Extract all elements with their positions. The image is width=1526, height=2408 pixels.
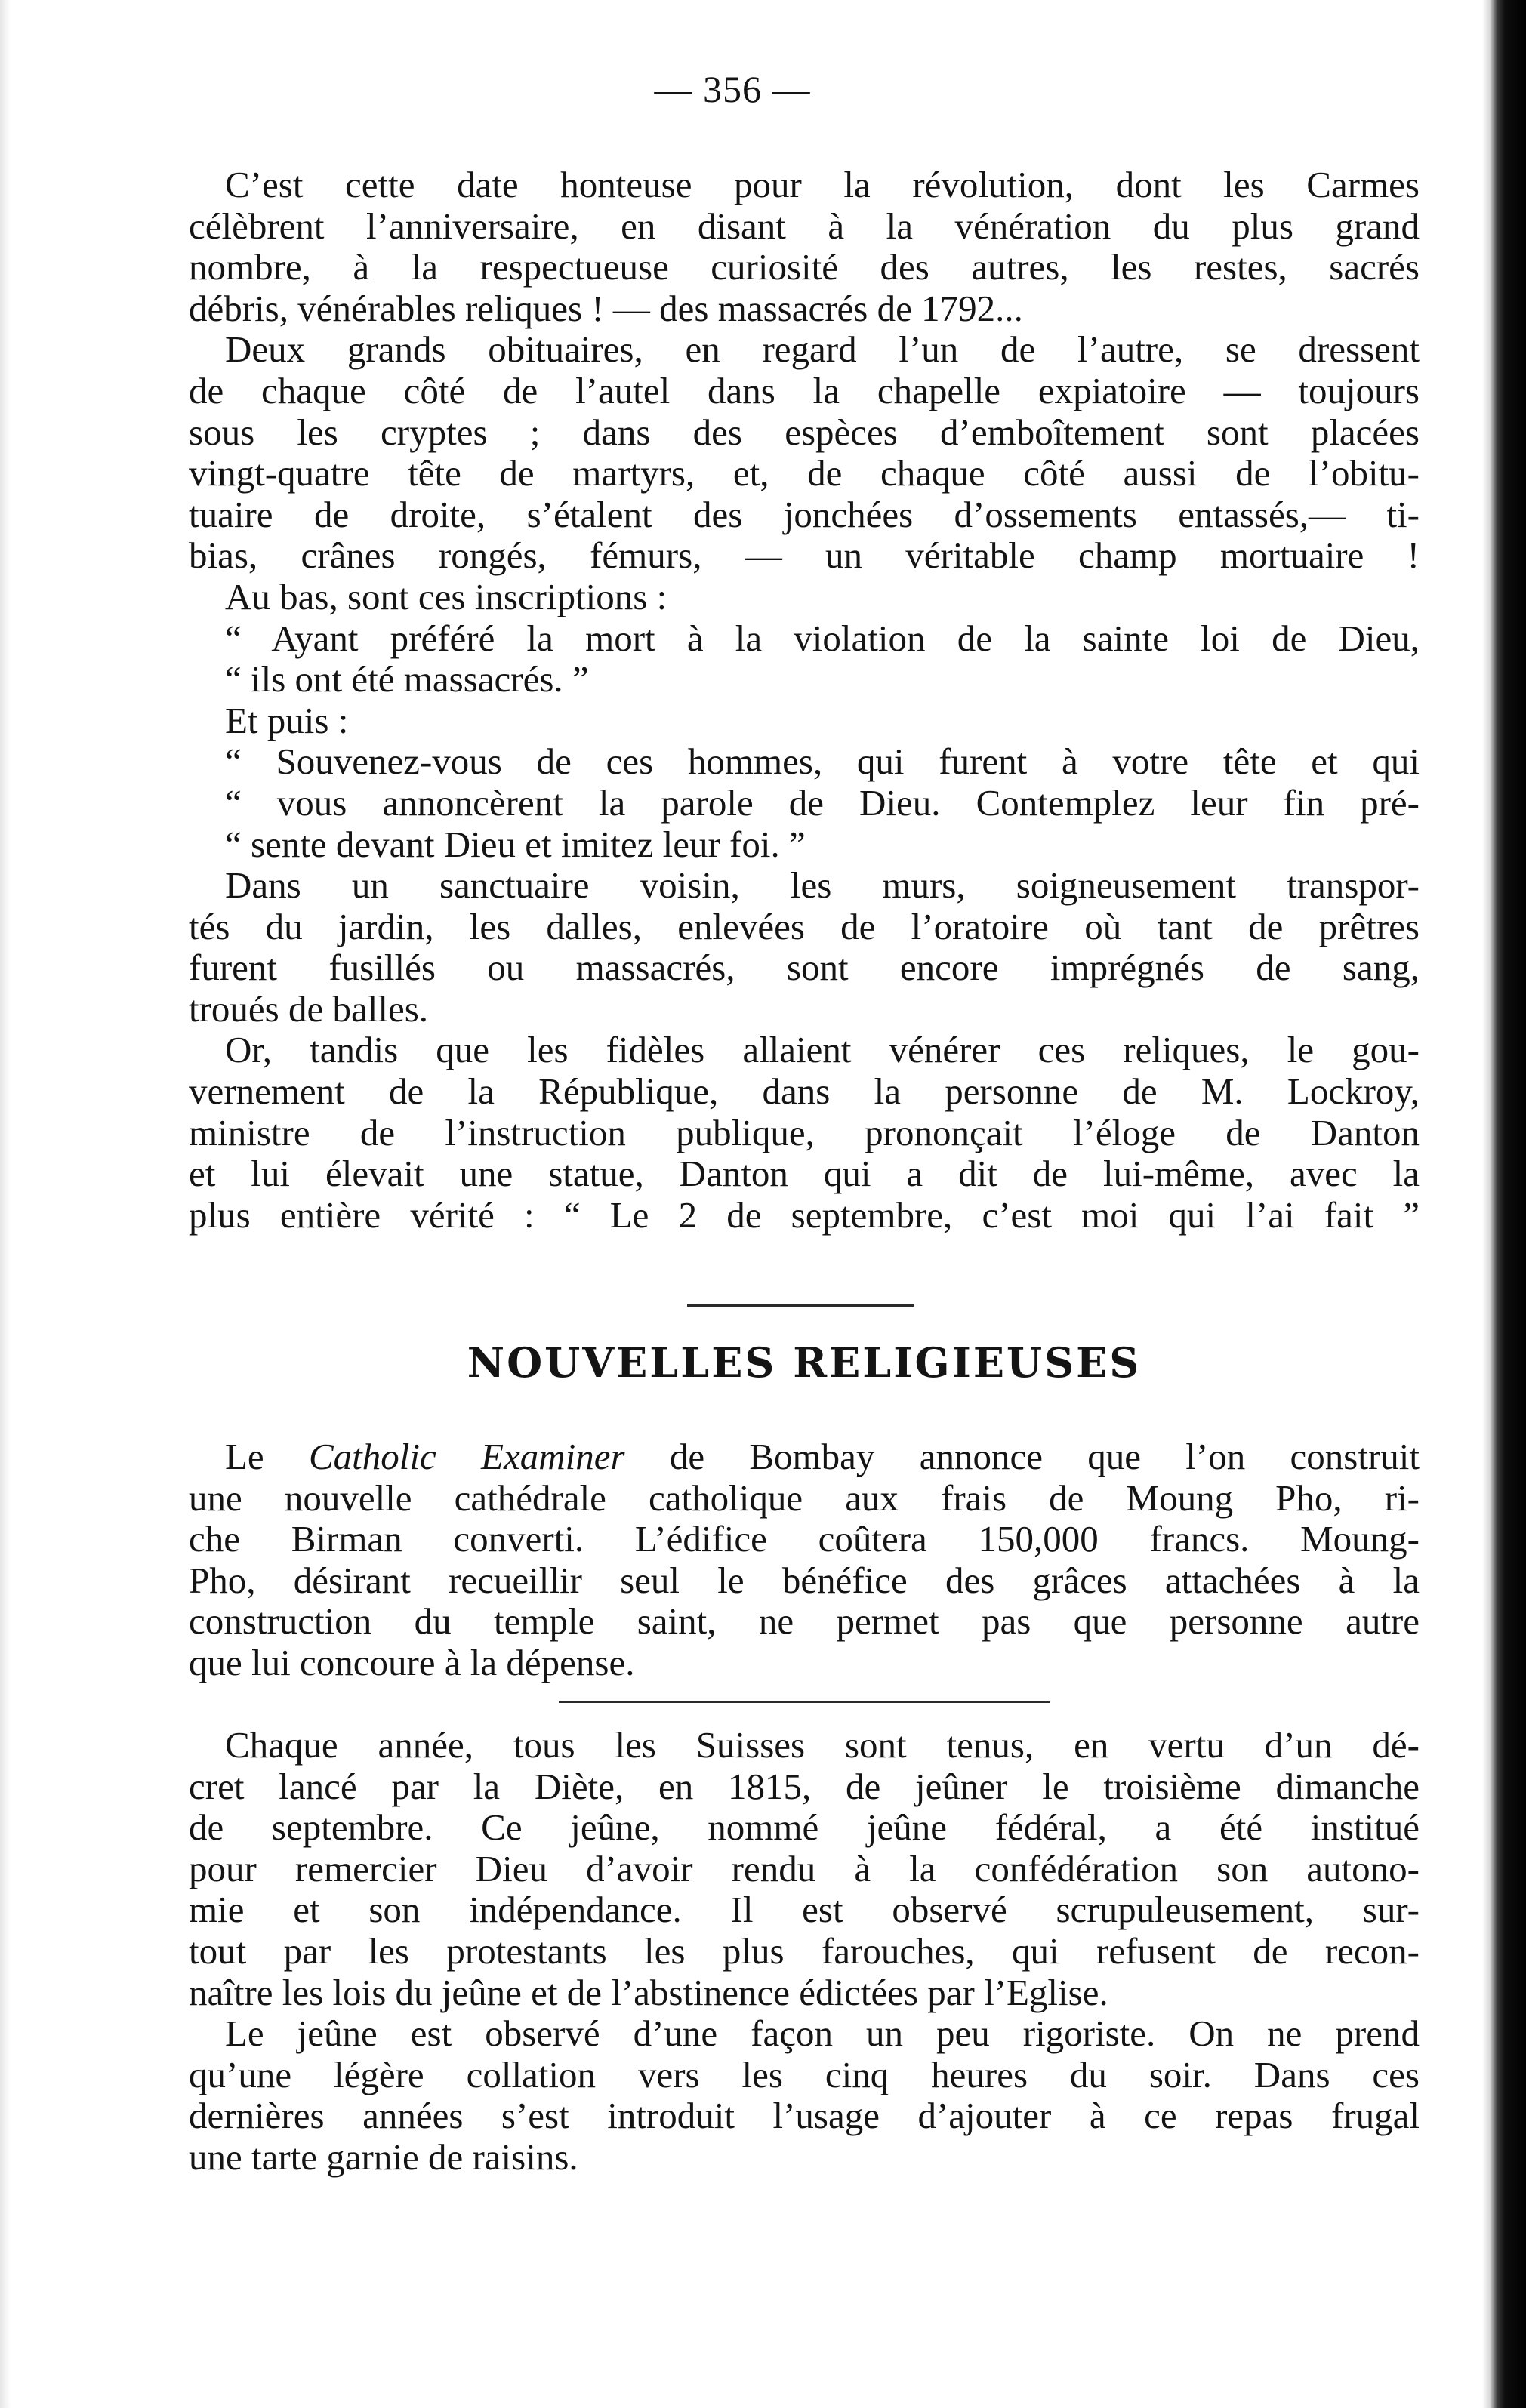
section-heading: NOUVELLES RELIGIEUSES [467,1338,1142,1387]
text-line: Le jeûne est observé d’une façon un peu rigoriste. On ne prend [225,2013,1420,2055]
text-line: plus entière vérité : “ Le 2 de septembre, c’est moi qui l’ai fait ” [189,1194,1420,1236]
text-line: naître les lois du jeûne et de l’abstinence édictées par l’Eglise. [189,1972,1108,2013]
inscription-line: “ Souvenez-vous de ces hommes, qui furent à votre tête et qui [225,741,1420,783]
text-line: nombre, à la respectueuse curiosité des autres, les restes, sacrés [189,247,1420,288]
text-line: de chaque côté de l’autel dans la chapelle expiatoire — toujours [189,370,1420,411]
text-line: pour remercier Dieu d’avoir rendu à la confédération son autono- [189,1848,1420,1889]
text-line: furent fusillés ou massacrés, sont encore imprégnés de sang, [189,947,1420,989]
text-line: Et puis : [225,700,349,741]
text-line: sous les cryptes ; dans des espèces d’emboîtement sont placées [189,411,1420,453]
inscription-line: “ sente devant Dieu et imitez leur foi. ” [225,824,806,865]
text-line: tés du jardin, les dalles, enlevées de l’oratoire où tant de prêtres [189,906,1420,947]
text-line: de septembre. Ce jeûne, nommé jeûne fédéral, a été institué [189,1807,1420,1849]
left-margin-edge [0,0,11,2408]
text-line: tuaire de droite, s’étalent des jonchées d’ossements entassés,— ti- [189,494,1420,535]
lead-word: Le [225,1436,309,1477]
text-line: mie et son indépendance. Il est observé scrupuleusement, sur- [189,1889,1420,1931]
text-line: une nouvelle cathédrale catholique aux frais de Moung Pho, ri- [189,1477,1420,1519]
text-line: Au bas, sont ces inscriptions : [225,576,667,617]
text-line: Or, tandis que les fidèles allaient vénérer ces reliques, le gou- [225,1030,1420,1071]
text-line: célèbrent l’anniversaire, en disant à la vénération du plus grand [189,205,1420,247]
text-line: et lui élevait une statue, Danton qui a dit de lui-même, avec la [189,1153,1420,1195]
inscription-line: “ Ayant préféré la mort à la violation de la sainte loi de Dieu, [225,617,1420,659]
text-line: ministre de l’instruction publique, prononçait l’éloge de Danton [189,1112,1420,1153]
text-line: Dans un sanctuaire voisin, les murs, soigneusement transpor- [225,865,1420,907]
text-line: C’est cette date honteuse pour la révolution, dont les Carmes [225,165,1420,205]
text-line: troués de balles. [189,988,429,1030]
binding-edge [1482,0,1526,2408]
page-number: — 356 — [654,68,811,110]
swiss-fast-news-item [189,1725,1420,2179]
bombay-news-item [189,1436,1420,1684]
text-line: Pho, désirant recueillir seul le bénéfice des grâces attachées à la [189,1560,1420,1601]
text-line: vingt-quatre tête de martyrs, et, de chaque côté aussi de l’obitu- [189,453,1420,494]
text-line: Chaque année, tous les Suisses sont tenus, en vertu d’un dé- [225,1725,1420,1766]
text-line: dernières années s’est introduit l’usage d’ajouter à ce repas frugal [189,2095,1420,2137]
text-line: vernement de la République, dans la personne de M. Lockroy, [189,1071,1420,1113]
journal-title: Catholic Examiner [308,1436,625,1477]
line-rest: de Bombay annonce que l’on construit [624,1436,1420,1477]
text-line: che Birman converti. L’édifice coûtera 150,000 francs. Moung- [189,1519,1420,1560]
text-line: que lui concoure à la dépense. [189,1642,635,1683]
text-line: tout par les protestants les plus farouches, qui refusent de recon- [189,1930,1420,1972]
inscription-line: “ ils ont été massacrés. ” [225,659,589,701]
text-line: construction du temple saint, ne permet pas que personne autre [189,1601,1420,1643]
text-line: cret lancé par la Diète, en 1815, de jeûner le troisième dimanche [189,1766,1420,1807]
carmes-article [189,165,1420,1236]
text-line: bias, crânes rongés, fémurs, — un véritable champ mortuaire ! [189,535,1420,577]
text-line: une tarte garnie de raisins. [189,2136,578,2178]
text-line [189,1436,1420,1478]
text-line: débris, vénérables reliques ! — des massacrés de 1792... [189,288,1023,329]
separator-rule [687,1304,914,1307]
text-line: qu’une légère collation vers les cinq heures du soir. Dans ces [189,2054,1420,2095]
separator-rule [559,1701,1050,1703]
text-line: Deux grands obituaires, en regard l’un de l’autre, se dressent [225,329,1420,371]
inscription-line: “ vous annoncèrent la parole de Dieu. Contemplez leur fin pré- [225,782,1420,824]
